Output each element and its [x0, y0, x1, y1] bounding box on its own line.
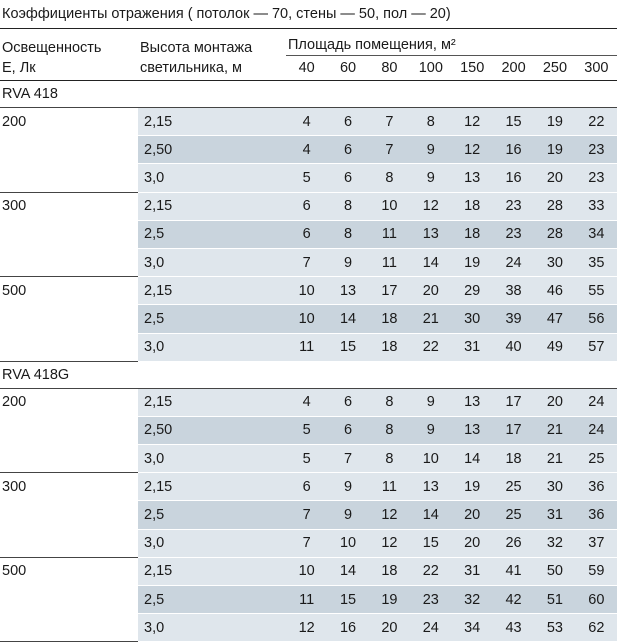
count-cell: 15	[327, 586, 368, 614]
illuminance-cell	[0, 614, 138, 642]
count-cell: 8	[369, 416, 410, 444]
table-row	[0, 192, 617, 220]
count-cell: 16	[493, 164, 534, 192]
count-cell: 33	[576, 192, 617, 220]
area-header-cell: 40	[298, 60, 315, 76]
count-cell: 36	[576, 473, 617, 501]
count-cell: 13	[452, 416, 493, 444]
count-cell: 8	[327, 192, 368, 220]
count-cell: 23	[493, 220, 534, 248]
count-cell: 19	[534, 108, 575, 136]
illuminance-cell	[0, 445, 138, 473]
count-cell: 30	[452, 305, 493, 333]
count-cell: 7	[369, 108, 410, 136]
count-cell: 31	[452, 333, 493, 361]
count-cell: 18	[452, 192, 493, 220]
illuminance-header-line2: Е, Лк	[2, 59, 36, 76]
count-cell: 12	[369, 529, 410, 557]
count-cell: 21	[534, 416, 575, 444]
count-cell: 20	[534, 164, 575, 192]
count-cell: 11	[286, 586, 327, 614]
count-cell: 46	[534, 277, 575, 305]
count-cell: 38	[493, 277, 534, 305]
count-cell: 6	[327, 108, 368, 136]
count-cell: 24	[576, 416, 617, 444]
area-header-cell: 150	[460, 60, 485, 76]
table-row	[0, 108, 617, 136]
count-cell: 31	[534, 501, 575, 529]
count-cell: 5	[286, 445, 327, 473]
count-cell: 41	[493, 557, 534, 585]
table-row	[0, 305, 617, 333]
count-cell: 37	[576, 529, 617, 557]
height-cell: 2,5	[138, 220, 286, 248]
height-cell: 2,15	[138, 557, 286, 585]
table-row	[0, 529, 617, 557]
count-cell: 31	[452, 557, 493, 585]
count-cell: 43	[493, 614, 534, 642]
count-cell: 28	[534, 220, 575, 248]
count-cell: 6	[286, 473, 327, 501]
count-cell: 9	[410, 416, 451, 444]
count-cell: 57	[576, 333, 617, 361]
count-cell: 26	[493, 529, 534, 557]
height-header-line2: светильника, м	[140, 59, 242, 76]
count-cell: 6	[286, 220, 327, 248]
count-cell: 10	[327, 529, 368, 557]
area-header: Площадь помещения, м²	[286, 29, 617, 56]
count-cell: 20	[452, 529, 493, 557]
count-cell: 55	[576, 277, 617, 305]
count-cell: 32	[452, 586, 493, 614]
count-cell: 13	[452, 164, 493, 192]
table-row	[0, 557, 617, 585]
illuminance-cell: 300	[0, 192, 138, 220]
height-cell: 2,15	[138, 388, 286, 416]
height-cell: 2,15	[138, 108, 286, 136]
height-cell: 3,0	[138, 614, 286, 642]
count-cell: 7	[327, 445, 368, 473]
count-cell: 5	[286, 416, 327, 444]
count-cell: 9	[327, 248, 368, 276]
count-cell: 9	[410, 388, 451, 416]
model-row	[0, 361, 617, 388]
count-cell: 13	[410, 473, 451, 501]
illuminance-cell	[0, 164, 138, 192]
illuminance-cell	[0, 136, 138, 164]
count-cell: 20	[410, 277, 451, 305]
count-cell: 39	[493, 305, 534, 333]
count-cell: 50	[534, 557, 575, 585]
table-row	[0, 416, 617, 444]
height-cell: 3,0	[138, 445, 286, 473]
illuminance-cell	[0, 501, 138, 529]
count-cell: 34	[452, 614, 493, 642]
count-cell: 23	[410, 586, 451, 614]
count-cell: 22	[576, 108, 617, 136]
count-cell: 14	[327, 557, 368, 585]
count-cell: 7	[286, 501, 327, 529]
count-cell: 9	[410, 136, 451, 164]
area-header-cell: 200	[501, 60, 526, 76]
count-cell: 10	[410, 445, 451, 473]
count-cell: 25	[493, 501, 534, 529]
count-cell: 35	[576, 248, 617, 276]
count-cell: 12	[410, 192, 451, 220]
count-cell: 24	[493, 248, 534, 276]
area-header-cell: 300	[584, 60, 609, 76]
count-cell: 25	[493, 473, 534, 501]
count-cell: 29	[452, 277, 493, 305]
count-cell: 19	[452, 473, 493, 501]
count-cell: 19	[534, 136, 575, 164]
count-cell: 17	[493, 416, 534, 444]
illuminance-cell	[0, 305, 138, 333]
count-cell: 11	[369, 220, 410, 248]
illuminance-cell	[0, 333, 138, 361]
illuminance-cell	[0, 416, 138, 444]
count-cell: 40	[493, 333, 534, 361]
count-cell: 23	[576, 136, 617, 164]
count-cell: 8	[410, 108, 451, 136]
count-cell: 6	[327, 416, 368, 444]
table-row	[0, 277, 617, 305]
count-cell: 5	[286, 164, 327, 192]
height-cell: 3,0	[138, 164, 286, 192]
count-cell: 13	[410, 220, 451, 248]
count-cell: 28	[534, 192, 575, 220]
count-cell: 59	[576, 557, 617, 585]
count-cell: 32	[534, 529, 575, 557]
count-cell: 13	[327, 277, 368, 305]
caption-row	[0, 0, 617, 29]
height-cell: 2,15	[138, 473, 286, 501]
count-cell: 8	[327, 220, 368, 248]
height-header-line1: Высота монтажа	[140, 39, 253, 56]
header-row-1	[0, 29, 617, 56]
illuminance-cell: 500	[0, 277, 138, 305]
illuminance-cell: 500	[0, 557, 138, 585]
height-cell: 3,0	[138, 529, 286, 557]
count-cell: 14	[327, 305, 368, 333]
count-cell: 18	[369, 557, 410, 585]
count-cell: 15	[327, 333, 368, 361]
height-cell: 2,15	[138, 192, 286, 220]
count-cell: 6	[286, 192, 327, 220]
count-cell: 12	[452, 136, 493, 164]
count-cell: 9	[327, 501, 368, 529]
count-cell: 36	[576, 501, 617, 529]
count-cell: 7	[286, 529, 327, 557]
count-cell: 9	[410, 164, 451, 192]
count-cell: 14	[410, 248, 451, 276]
count-cell: 15	[410, 529, 451, 557]
count-cell: 10	[286, 277, 327, 305]
count-cell: 56	[576, 305, 617, 333]
table-caption: Коэффициенты отражения ( потолок — 70, стены — 50, пол — 20)	[0, 0, 617, 29]
count-cell: 10	[369, 192, 410, 220]
area-header-cell: 100	[418, 60, 443, 76]
count-cell: 10	[286, 557, 327, 585]
count-cell: 60	[576, 586, 617, 614]
count-cell: 22	[410, 557, 451, 585]
table-row	[0, 248, 617, 276]
table-row	[0, 333, 617, 361]
count-cell: 20	[452, 501, 493, 529]
count-cell: 22	[410, 333, 451, 361]
illuminance-cell: 300	[0, 473, 138, 501]
table-row	[0, 614, 617, 642]
count-cell: 24	[576, 388, 617, 416]
count-cell: 20	[534, 388, 575, 416]
table-row	[0, 445, 617, 473]
count-cell: 12	[452, 108, 493, 136]
count-cell: 23	[493, 192, 534, 220]
count-cell: 17	[369, 277, 410, 305]
count-cell: 30	[534, 248, 575, 276]
model-name: RVA 418G	[0, 361, 617, 388]
count-cell: 11	[369, 248, 410, 276]
illuminance-header-line1: Освещенность	[2, 39, 102, 56]
count-cell: 47	[534, 305, 575, 333]
count-cell: 34	[576, 220, 617, 248]
count-cell: 25	[576, 445, 617, 473]
table-row	[0, 388, 617, 416]
count-cell: 20	[369, 614, 410, 642]
table-row	[0, 164, 617, 192]
count-cell: 8	[369, 388, 410, 416]
count-cell: 4	[286, 388, 327, 416]
count-cell: 19	[452, 248, 493, 276]
area-header-cell: 250	[542, 60, 568, 76]
count-cell: 18	[452, 220, 493, 248]
count-cell: 7	[286, 248, 327, 276]
count-cell: 21	[534, 445, 575, 473]
height-cell: 2,15	[138, 277, 286, 305]
count-cell: 12	[369, 501, 410, 529]
count-cell: 18	[369, 333, 410, 361]
count-cell: 10	[286, 305, 327, 333]
count-cell: 6	[327, 136, 368, 164]
count-cell: 51	[534, 586, 575, 614]
height-cell: 2,50	[138, 136, 286, 164]
count-cell: 12	[286, 614, 327, 642]
model-name: RVA 418	[0, 81, 617, 108]
count-cell: 7	[369, 136, 410, 164]
illuminance-cell	[0, 220, 138, 248]
count-cell: 9	[327, 473, 368, 501]
illuminance-cell: 200	[0, 108, 138, 136]
count-cell: 4	[286, 108, 327, 136]
count-cell: 18	[369, 305, 410, 333]
count-cell: 21	[410, 305, 451, 333]
table-row	[0, 501, 617, 529]
count-cell: 42	[493, 586, 534, 614]
count-cell: 23	[576, 164, 617, 192]
count-cell: 14	[452, 445, 493, 473]
count-cell: 11	[369, 473, 410, 501]
header-row-2	[0, 56, 617, 81]
illuminance-cell	[0, 529, 138, 557]
count-cell: 49	[534, 333, 575, 361]
count-cell: 18	[493, 445, 534, 473]
count-cell: 24	[410, 614, 451, 642]
count-cell: 13	[452, 388, 493, 416]
count-cell: 17	[493, 388, 534, 416]
count-cell: 8	[369, 164, 410, 192]
height-cell: 3,0	[138, 333, 286, 361]
count-cell: 19	[369, 586, 410, 614]
table-row	[0, 220, 617, 248]
illuminance-cell: 200	[0, 388, 138, 416]
count-cell: 4	[286, 136, 327, 164]
count-cell: 16	[327, 614, 368, 642]
area-header-cell: 80	[381, 60, 398, 76]
count-cell: 14	[410, 501, 451, 529]
height-cell: 3,0	[138, 248, 286, 276]
count-cell: 30	[534, 473, 575, 501]
count-cell: 6	[327, 164, 368, 192]
count-cell: 53	[534, 614, 575, 642]
count-cell: 62	[576, 614, 617, 642]
count-cell: 11	[286, 333, 327, 361]
height-cell: 2,50	[138, 416, 286, 444]
height-cell: 2,5	[138, 586, 286, 614]
model-row	[0, 81, 617, 108]
count-cell: 15	[493, 108, 534, 136]
table-row	[0, 473, 617, 501]
illuminance-cell	[0, 248, 138, 276]
height-cell: 2,5	[138, 305, 286, 333]
count-cell: 6	[327, 388, 368, 416]
count-cell: 8	[369, 445, 410, 473]
height-cell: 2,5	[138, 501, 286, 529]
table-row	[0, 136, 617, 164]
area-header-cell: 60	[339, 60, 357, 76]
count-cell: 16	[493, 136, 534, 164]
